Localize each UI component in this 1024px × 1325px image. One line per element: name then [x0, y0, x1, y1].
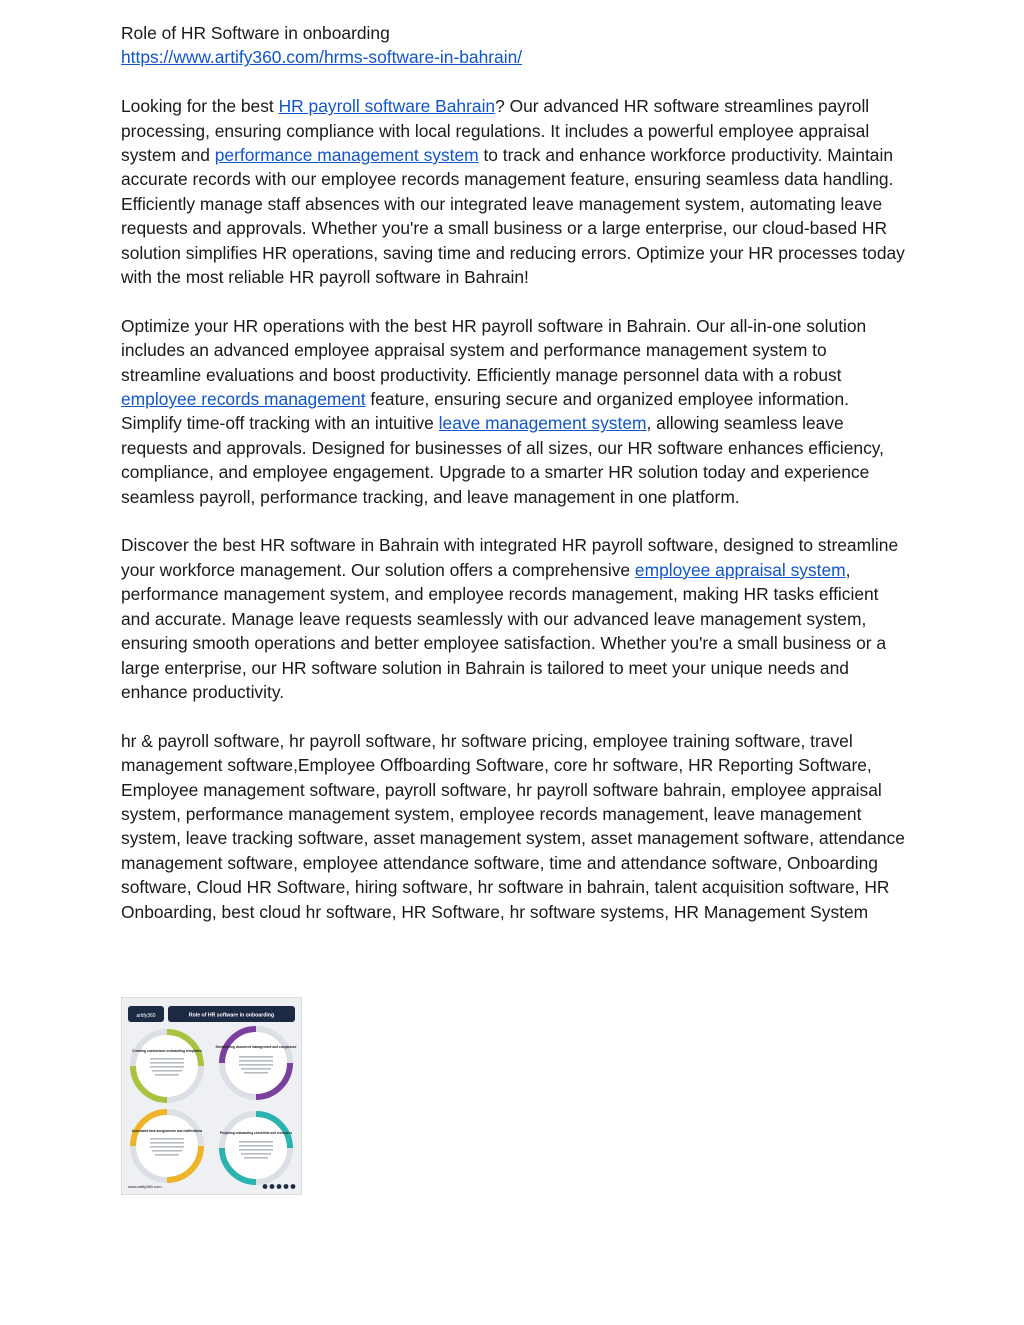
link-employee-records-management[interactable]: employee records management: [121, 389, 366, 410]
twitter-icon: [277, 1184, 282, 1189]
p2-text-1: Optimize your HR operations with the best HR payroll software in Bahrain. Our all-in-one solution includes an advanced employee appraisal system and performance management system to streamline evaluations and boost productivity. Efficiently manage personnel data with a robust: [121, 315, 867, 385]
keywords-paragraph: hr & payroll software, hr payroll software, hr software pricing, employee training software, travel management software,Employee Offboarding Software, core hr software, HR Reporting Software, Employee management software, payroll software, hr payroll software bahrain, employee appraisal system, performance management system, employee records management, leave management system, leave tracking software, asset management system, asset management software, attendance management software, employee attendance software, time and attendance software, Onboarding software, Cloud HR Software, hiring software, hr software in bahrain, talent acquisition software, HR Onboarding, best cloud hr software, HR Software, hr software systems, HR Management System: [121, 730, 905, 922]
footer-url: www.artify360.com: [128, 1184, 162, 1189]
item-2-label: Streamlining document management and compliance: [215, 1045, 297, 1049]
item-3-label: Automated task assignments and notifications: [131, 1129, 203, 1133]
paragraph-1: [121, 94, 911, 289]
item-1-label: Creating customized onboarding templates: [132, 1049, 202, 1053]
doc-url-line: [121, 45, 911, 69]
p1-text-1: Looking for the best: [121, 96, 279, 117]
item-4-label: Preparing onboarding checklists and resources: [219, 1131, 293, 1135]
youtube-icon: [291, 1184, 296, 1189]
document-body: [121, 21, 911, 924]
source-url-link[interactable]: https://www.artify360.com/hrms-software-in-bahrain/: [121, 47, 523, 68]
link-performance-management-system[interactable]: performance management system: [214, 145, 479, 166]
facebook-icon: [263, 1184, 268, 1189]
infographic-image: [121, 997, 302, 1195]
paragraph-2: [121, 314, 911, 509]
link-hr-payroll-software-bahrain[interactable]: HR payroll software Bahrain: [278, 96, 496, 117]
paragraph-3: [121, 533, 911, 704]
banner-title: Role of HR software in onboarding: [188, 1012, 275, 1019]
p1-text-3: to track and enhance workforce productivity. Maintain accurate records with our employee records management feature, ensuring seamless data handling. Efficiently manage staff absences with our integrated leave management system, automating leave requests and approvals. Whether you're a small business or a large enterprise, our cloud-based HR solution simplifies HR operations, saving time and reducing errors. Optimize your HR processes today with the most reliable HR payroll software in Bahrain!: [121, 145, 905, 288]
logo-text: artify360: [136, 1013, 156, 1019]
p2-text-2: feature, ensuring secure and organized employee information. Simplify time-off tracking with an intuitive: [121, 389, 849, 434]
p3-text-1: Discover the best HR software in Bahrain with integrated HR payroll software, designed to streamline your workforce management. Our solution offers a comprehensive: [121, 535, 899, 580]
linkedin-icon: [284, 1184, 289, 1189]
p2-text-3: , allowing seamless leave requests and approvals. Designed for businesses of all sizes, our HR software enhances efficiency, compliance, and employee engagement. Upgrade to a smarter HR solution today and experience seamless payroll, performance tracking, and leave management in one platform.: [121, 413, 885, 507]
doc-title: Role of HR Software in onboarding: [121, 23, 390, 43]
link-employee-appraisal-system[interactable]: employee appraisal system: [634, 559, 846, 580]
instagram-icon: [270, 1184, 275, 1189]
link-leave-management-system[interactable]: leave management system: [438, 413, 647, 434]
p3-text-2: , performance management system, and employee records management, making HR tasks efficient and accurate. Manage leave requests seamlessly with our advanced leave management system, ensuring smooth operations and better employee satisfaction. Whether you're a small business or a large enterprise, our HR software solution in Bahrain is tailored to meet your unique needs and enhance productivity.: [121, 559, 887, 702]
p1-text-2: ? Our advanced HR software streamlines payroll processing, ensuring compliance with local regulations. It includes a powerful employee appraisal system and: [121, 96, 870, 166]
